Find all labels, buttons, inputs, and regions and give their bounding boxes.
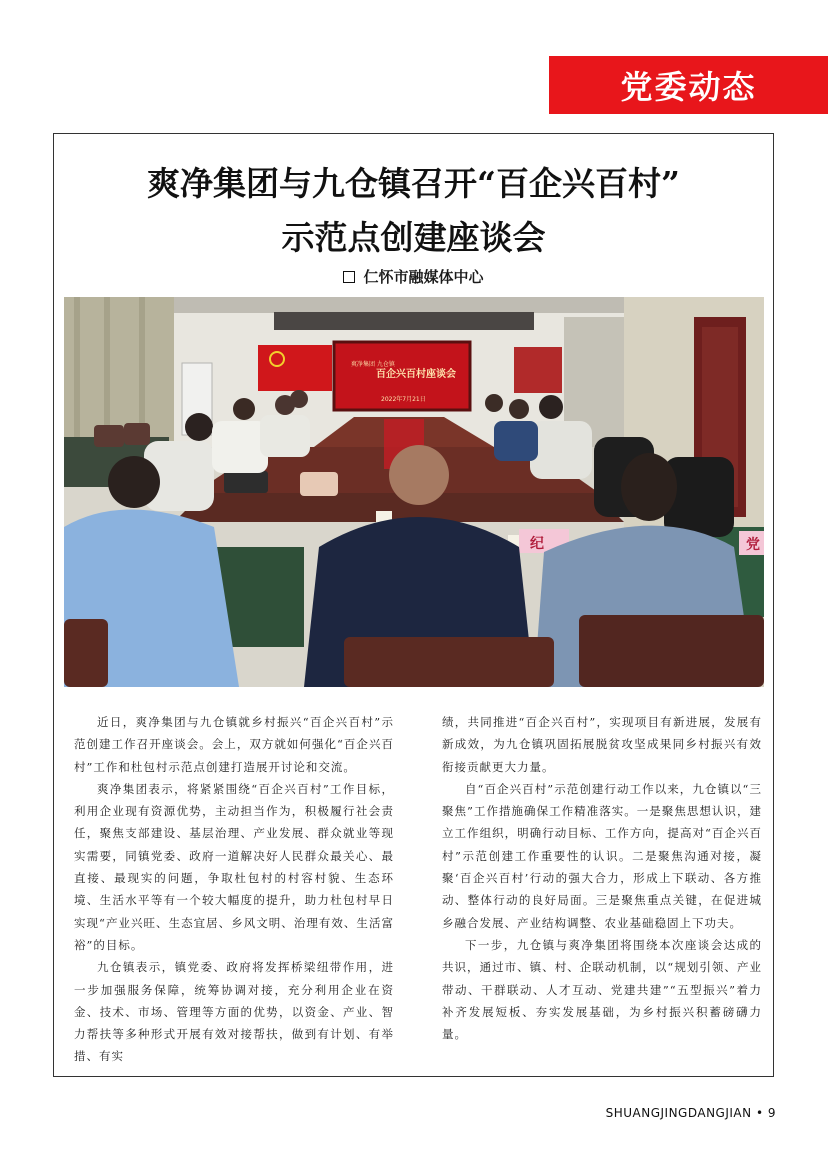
footer-separator: •	[755, 1106, 764, 1120]
tent-card-2: 纪	[530, 536, 544, 552]
page-footer	[606, 1106, 776, 1120]
paragraph-1: 近日，爽净集团与九仓镇就乡村振兴“百企兴百村”示范创建工作召开座谈会。会上，双方就如何强化“百企兴百村”工作和杜包村示范点创建打造展开讨论和交流。	[74, 715, 394, 774]
article-title-line2: 示范点创建座谈会	[281, 218, 546, 257]
square-bullet-icon	[343, 271, 355, 283]
article-source	[53, 266, 774, 287]
banner-date-text: 2022年7月21日	[381, 396, 426, 403]
paragraph-3-continued: 绩，共同推进“百企兴百村”，实现项目有新进展，发展有新成效，为九仓镇巩固拓展脱贫攻坚成果同乡村振兴有效衔接贡献更大力量。	[442, 715, 762, 774]
tent-card-3: 党	[746, 537, 760, 553]
paragraph-2: 爽净集团表示，将紧紧围绕“百企兴百村”工作目标，利用企业现有资源优势，主动担当作为，积极履行社会责任，聚焦支部建设、基层治理、产业发展、群众就业等现实需要，同镇党委、政府一道解决好人民群众最关心、最直接、最现实的问题，争取杜包村的村容村貌、生态环境、生活水平等有一个较大幅度的提升，助力杜包村早日实现“产业兴旺、生态宜居、乡风文明、治理有效、生活富裕”的目标。	[74, 781, 394, 952]
article-column-right	[442, 711, 762, 1045]
banner-org-text: 爽净集团 九仓镇	[351, 361, 395, 368]
article-column-left	[74, 711, 394, 1068]
article-title-line1: 爽净集团与九仓镇召开“百企兴百村”	[147, 164, 680, 203]
banner-title-text: 百企兴百村座谈会	[376, 369, 456, 380]
paragraph-3: 九仓镇表示，镇党委、政府将发挥桥梁纽带作用，进一步加强服务保障，统筹协调对接，充分利用企业在资金、技术、市场、管理等方面的优势，以资金、产业、智力帮扶等多种形式开展有效对接帮扶，做到有计划、有举措、有实	[74, 960, 394, 1064]
journal-name: SHUANGJINGDANGJIAN	[605, 1106, 752, 1120]
section-tag: 党委动态	[549, 56, 828, 114]
paragraph-5: 下一步，九仓镇与爽净集团将围绕本次座谈会达成的共识，通过市、镇、村、企联动机制，以“规划引领、产业带动、干群联动、人才互动、党建共建”“五型振兴”着力补齐发展短板、夯实发展基础，为乡村振兴积蓄磅礴力量。	[442, 937, 762, 1042]
meeting-photo	[64, 297, 764, 687]
page-number: 9	[767, 1106, 776, 1120]
paragraph-4: 自“百企兴百村”示范创建行动工作以来，九仓镇以“三聚焦”工作措施确保工作精准落实。一是聚焦思想认识，建立工作组织，明确行动目标、工作方向，提高对“百企兴百村”示范创建工作重要性的认识。二是聚焦沟通对接，凝聚‘百企兴百村’行动的强大合力，形成上下联动、各方推动、整体行动的良好局面。三是聚焦重点关键，在促进城乡融合发展、产业结构调整、农业基础稳固上下功夫。	[442, 781, 762, 930]
source-name: 仁怀市融媒体中心	[363, 268, 484, 286]
